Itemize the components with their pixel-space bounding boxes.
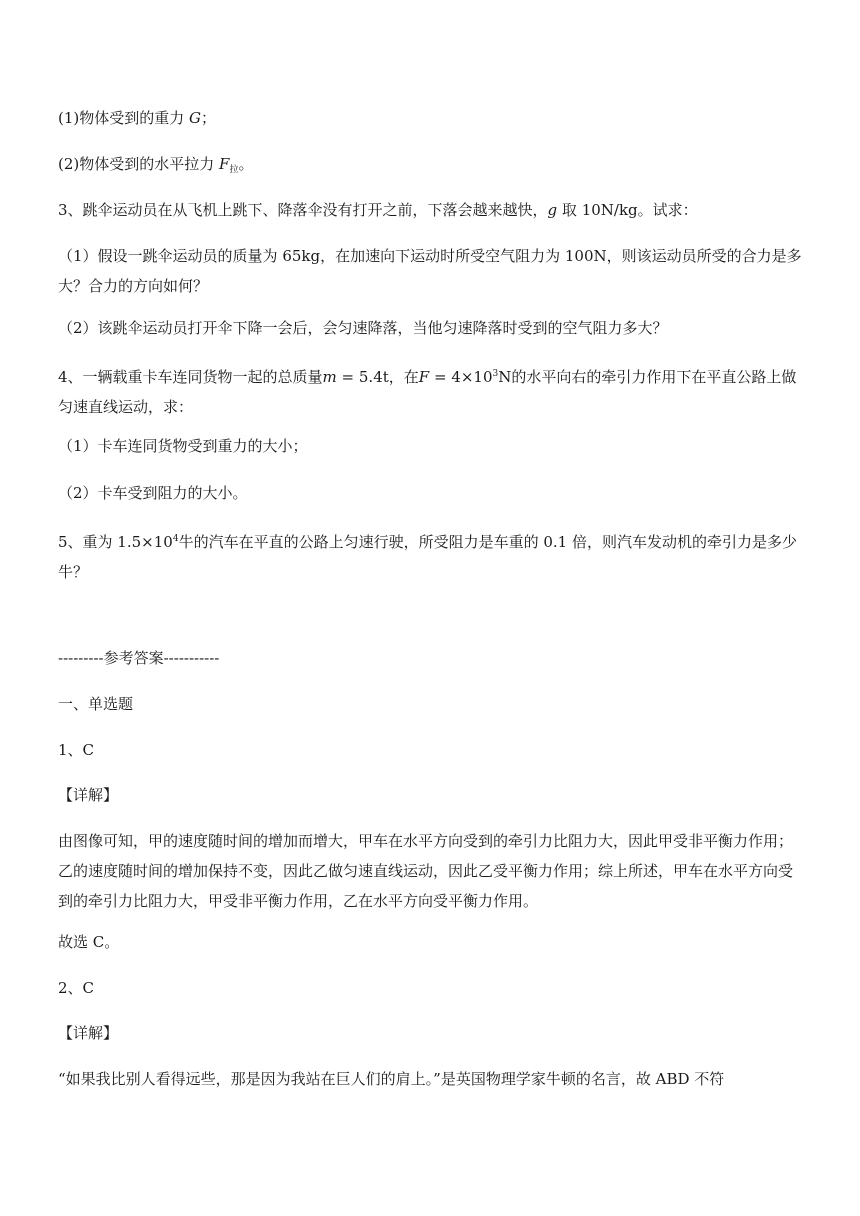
section-heading: 一、单选题 bbox=[58, 695, 134, 713]
answer-1: 1、C bbox=[58, 741, 95, 759]
detail-label-1: 【详解】 bbox=[58, 786, 119, 804]
question-5: 5、重为 $1.5\times 10^4$牛的汽车在平直的公路上匀速行驶，所受阻力是车重的 0.1 倍，则汽车发动机的牵引力是多少牛？ bbox=[58, 533, 797, 581]
question-3-part-2: （2）该跳伞运动员打开伞下降一会后，会匀速降落，当他匀速降落时受到的空气阻力多大？ bbox=[58, 319, 668, 337]
detail-label-2: 【详解】 bbox=[58, 1024, 119, 1042]
question-3-part-1: （1）假设一跳伞运动员的质量为 65kg，在加速向下运动时所受空气阻力为 100N，则该运动员所受的合力是多大？合力的方向如何？ bbox=[58, 247, 802, 295]
question-1-part-2: (2)物体受到的水平拉力 $F_拉$。 bbox=[58, 155, 254, 175]
question-4: 4、一辆载重卡车连同货物一起的总质量m = 5.4t，在$F = 4\times 10^3N$的水平向右的牵引力作用下在平直公路上做匀速直线运动，求： bbox=[58, 368, 797, 416]
question-4-part-1: （1）卡车连同货物受到重力的大小； bbox=[58, 437, 308, 455]
question-3: 3、跳伞运动员在从飞机上跳下、降落伞没有打开之前，下落会越来越快，g 取 10N/kg。试求： bbox=[58, 201, 698, 219]
conclusion-1: 故选 C。 bbox=[58, 933, 120, 951]
answer-2: 2、C bbox=[58, 979, 95, 997]
question-4-part-2: （2）卡车受到阻力的大小。 bbox=[58, 484, 248, 502]
answer-divider: ---------参考答案----------- bbox=[58, 649, 220, 667]
question-1-part-1: (1)物体受到的重力 G； bbox=[58, 109, 217, 127]
explanation-2: “如果我比别人看得远些，那是因为我站在巨人们的肩上。”是英国物理学家牛顿的名言，故 ABD 不符 bbox=[58, 1070, 725, 1088]
explanation-1: 由图像可知，甲的速度随时间的增加而增大，甲车在水平方向受到的牵引力比阻力大，因此甲受非平衡力作用；乙的速度随时间的增加保持不变，因此乙做匀速直线运动，因此乙受平衡力作用；综上所述，甲车在水平方向受到的牵引力比阻力大，甲受非平衡力作用，乙在水平方向受平衡力作用。 bbox=[58, 832, 794, 910]
